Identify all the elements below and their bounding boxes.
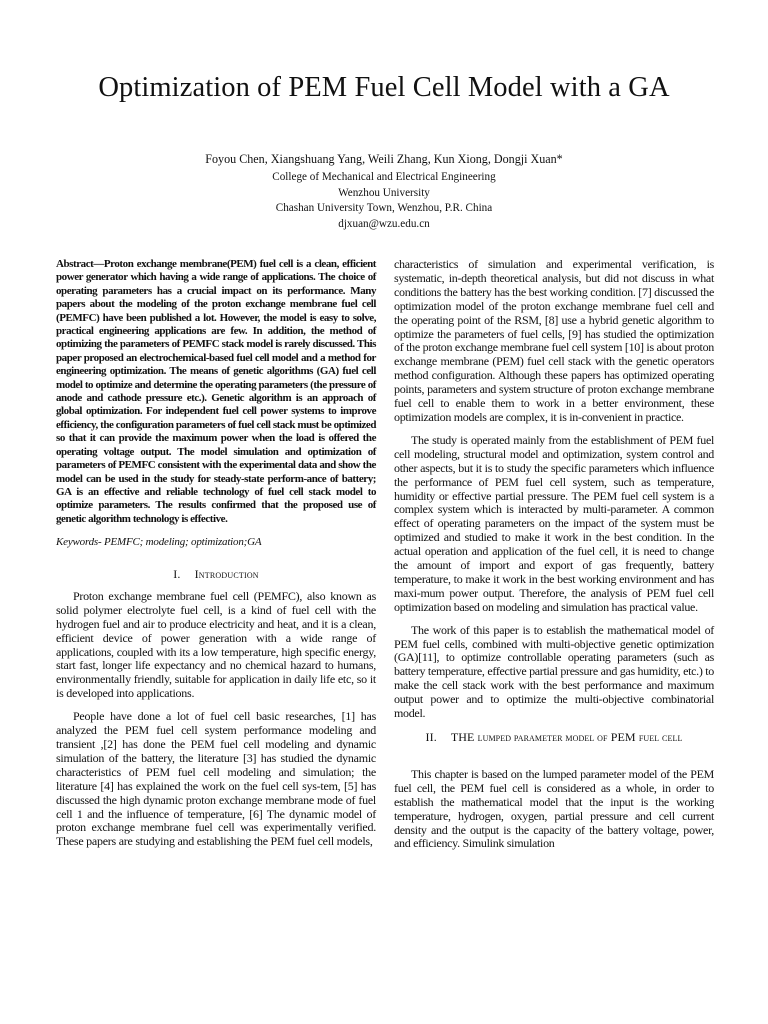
body-paragraph: Proton exchange membrane fuel cell (PEMFC), also known as solid polymer electrolyte fuel cell, is a kind of fuel cell with the hydrogen fuel and air to produce electricity and heat, and it is a clean, efficient device of power generation with a wide range of applications, coupled with its a low temperature, high specific energy, start fast, longer life expectancy and no chemical hazard to humans, environmentally friendly, suitable for application in daily life etc, so it is developed into applications. — [56, 588, 376, 701]
section-title-part: fuel cell — [638, 732, 683, 744]
section-number: I. — [173, 567, 181, 582]
author-block — [0, 151, 768, 231]
left-column — [56, 258, 376, 858]
body-paragraph: characteristics of simulation and experimental verification, is systematic, in-depth theoretical analysis, but did not discuss in what conditions the battery has the best working condition. [7] discussed the optimization model of the proton exchange membrane fuel cell and the operating point of the RSM, [8] use a hybrid genetic algorithm to optimize the parameters of fuel cells, [9] has studied the optimization of the proton exchange membrane fuel cell system [10] is about proton exchange membrane (PEM) fuel cell stack with the genetic operators method configuration. Although these papers has optimized operating points, parameters and system structure of proton exchange membrane fuel cell to enable them to work in a better environment, these optimization models are complex, it is in-convenient in practice. — [394, 257, 714, 424]
paper-title: Optimization of PEM Fuel Cell Model with a GA — [98, 72, 670, 103]
section-heading-introduction — [56, 568, 376, 582]
body-paragraph: The work of this paper is to establish the mathematical model of PEM fuel cells, combined with multi-objective genetic optimization (GA)[11], to optimize controllable operating parameters (such as battery temperature, effective partial pressure and gas humidity, etc.) to make the cell stack work with the best performance and maximum output power and to optimize the multi-objective combinatorial model. — [394, 622, 714, 721]
body-paragraph: The study is operated mainly from the establishment of PEM fuel cell modeling, structural model and optimization, system control and other aspects, but it is to study the specific parameters which influence the performance of PEM fuel cell system, such as temperature, humidity or effective partial pressure. The PEM fuel cell system is a complex system which is interacted by multi-parameter. A common effect of operating parameters on the impact of the system must be optimized and studied to make it work in the best condition. In the actual operation and application of the fuel cell, it is need to change the amount of import and export of gas frequently, battery temperature, to make it work in the best working environment and has maxi-mum power output. Therefore, the analysis of PEM fuel cell optimization based on modeling and simulation has practical value. — [394, 432, 714, 614]
affiliation-line: Wenzhou University — [338, 184, 430, 199]
section-title-part: lumped parameter model of — [477, 732, 608, 744]
affiliation-line: College of Mechanical and Electrical Engineering — [272, 169, 496, 183]
author-list: Foyou Chen, Xiangshuang Yang, Weili Zhang, Kun Xiong, Dongji Xuan* — [205, 151, 563, 166]
section-title: Introduction — [194, 567, 259, 582]
section-title-word: THE — [450, 730, 475, 744]
body-paragraph: This chapter is based on the lumped parameter model of the PEM fuel cell, the PEM fuel cell is considered as a whole, in order to establish the mathematical model that the input is the working temperature, hydrogen, oxygen, partial pressure and cell current density and the output is the capacity of the battery voltage, power, and efficiency. Simulink simulation — [394, 766, 714, 851]
author-email: djxuan@wzu.edu.cn — [338, 215, 430, 230]
affiliation-line: Chashan University Town, Wenzhou, P.R. China — [275, 200, 493, 214]
keywords: Keywords- PEMFC; modeling; optimization;GA — [56, 536, 262, 549]
right-column — [394, 258, 714, 860]
abstract: Abstract—Proton exchange membrane(PEM) fuel cell is a clean, efficient power generator which having a wide range of applications. The choice of operating parameters has a crucial impact on its performance. Many papers about the modeling of the proton exchange membrane fuel cell (PEMFC) have been published a lot. However, the model is easy to solve, practical engineering applications are few. In addition, the method of optimizing the parameters of PEMFC stack model is rarely discussed. This paper proposed an electrochemical-based fuel cell model and a method for engineering optimization. The means of genetic algorithms (GA) fuel cell model to optimize and determine the operating parameters (the pressure of anode and cathode pressure etc.). Genetic algorithm is an approach of global optimization. For independent fuel cell power systems to improve efficiency, the configuration parameters of fuel cell stack must be optimized so that it can provide the maximum power when the load is offered the operating voltage output. The model simulation and optimization of parameters of PEMFC consistent with the experimental data and show the model can be used in the study for steady-state perform-ance of battery; GA is an effective and reliable technology of fuel cell stack model to optimize parameters. The results confirmed that the proposed use of genetic algorithm technology is effective. — [56, 258, 376, 525]
body-paragraph: People have done a lot of fuel cell basic researches, [1] has analyzed the PEM fuel cell system performance modeling and transient ,[2] has done the PEM fuel cell modeling and dynamic simulation of the battery, the literature [3] has studied the dynamic characteristics of PEM fuel cell modeling and simulation; the literature [4] has explained the work on the fuel cell sys-tem, [5] has discussed the high dynamic proton exchange membrane mode of fuel cell 1 and the influence of temperature, [6] The dynamic model of proton exchange membrane fuel cell was experimentally verified. These papers are studying and establishing the PEM fuel cell models, — [56, 709, 376, 849]
section-title-word: PEM — [610, 730, 636, 744]
section-number: II. — [425, 730, 437, 744]
section-heading-lumped-model — [394, 731, 714, 746]
